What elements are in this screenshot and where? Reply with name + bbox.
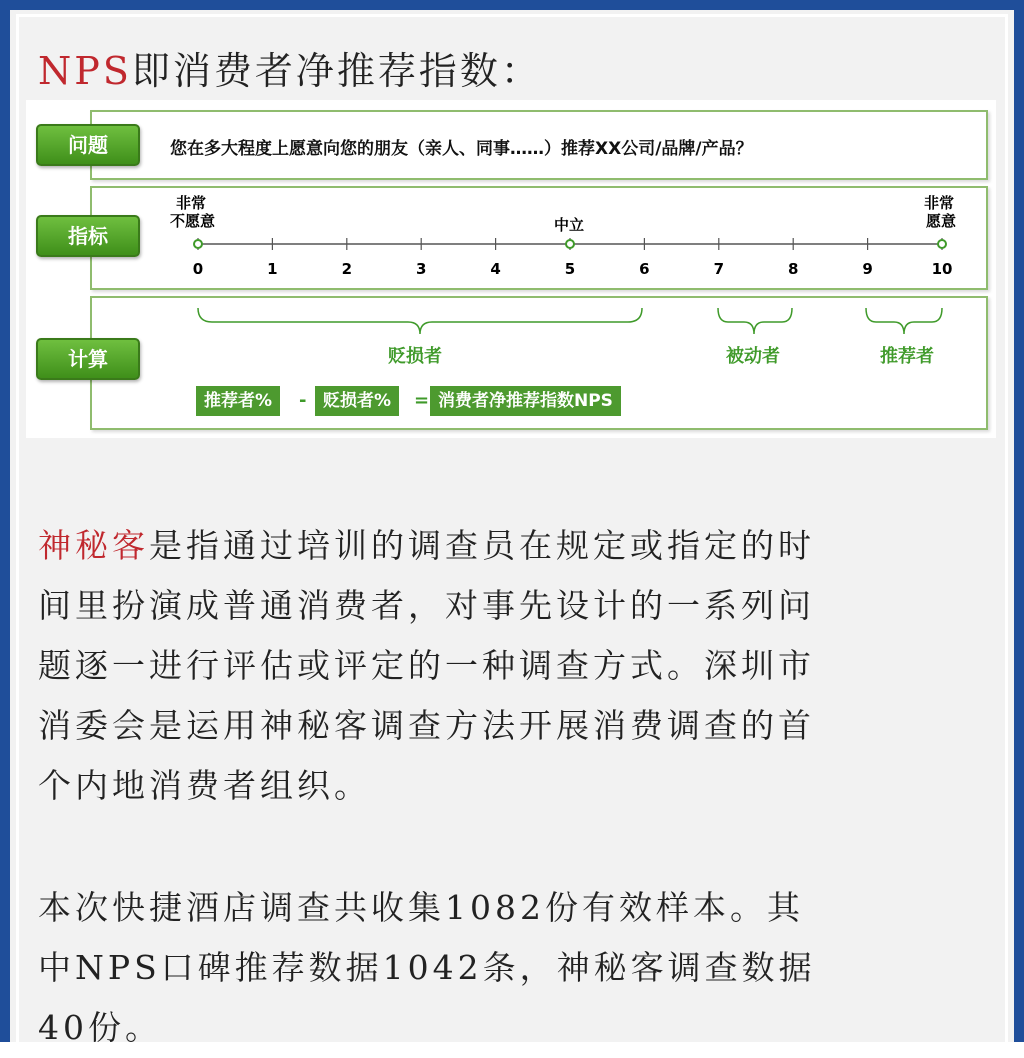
- scale-tick-labels: [193, 260, 953, 278]
- para2-line-2: 中NPS口碑推荐数据1042条，神秘客调查数据: [38, 948, 816, 987]
- scale-tick-label-2: 2: [341, 260, 353, 278]
- para1-line1-text: 是指通过培训的调查员在规定或指定的时: [149, 526, 815, 565]
- para1-line-5: 个内地消费者组织。: [38, 766, 371, 805]
- scale-tick-label-10: 10: [931, 260, 953, 278]
- scale-tick-label-7: 7: [713, 260, 725, 278]
- question-text: 您在多大程度上愿意向您的朋友（亲人、同事……）推荐XX公司/品牌/产品？: [170, 139, 753, 159]
- scale-marker-min: [194, 240, 202, 248]
- question-box: [90, 110, 988, 180]
- scale-tick-label-0: 0: [192, 260, 204, 278]
- scale-tick-label-4: 4: [490, 260, 501, 278]
- para2-line-3: 40份。: [38, 1008, 162, 1047]
- nps-diagram: [26, 100, 996, 438]
- label-question: 问题: [36, 124, 140, 166]
- title-text: 即消费者净推荐指数：: [131, 49, 542, 93]
- scale-right-label-1: 非常: [924, 194, 955, 212]
- scale-marker-max: [938, 240, 946, 248]
- para1-accent: 神秘客: [38, 526, 149, 565]
- formula-minus: -: [299, 390, 307, 411]
- brace-detractors: [198, 308, 642, 334]
- para1-line-4: 消委会是运用神秘客调查方法开展消费调查的首: [38, 706, 815, 745]
- para1-line-2: 间里扮演成普通消费者，对事先设计的一系列问: [38, 586, 815, 625]
- scale-box: [90, 186, 988, 290]
- scale-left-label-1: 非常: [176, 194, 207, 212]
- group-promoters: 推荐者: [880, 346, 934, 367]
- scale-svg: [92, 188, 986, 288]
- scale-middle-label: 中立: [554, 216, 585, 234]
- mystery-shopper-paragraph: [38, 516, 968, 816]
- scale-right-label-2: 愿意: [926, 212, 957, 230]
- formula-equals: =: [414, 390, 430, 411]
- formula-promoters: 推荐者%: [196, 386, 280, 416]
- scale-tick-label-5: 5: [564, 260, 576, 278]
- calculation-box: [90, 296, 988, 430]
- brace-svg: [92, 298, 986, 388]
- page-title: [38, 40, 542, 95]
- scale-tick-label-9: 9: [862, 260, 873, 278]
- survey-summary-paragraph: [38, 878, 968, 1058]
- scale-tick-label-6: 6: [639, 260, 650, 278]
- brace-promoters: [866, 308, 942, 334]
- formula-detractors: 贬损者%: [315, 386, 399, 416]
- para1-line-1: [38, 516, 968, 576]
- scale-left-label-2: 不愿意: [170, 212, 216, 230]
- scale-tick-label-1: 1: [267, 260, 278, 278]
- scale-tick-label-3: 3: [415, 260, 427, 278]
- group-passives: 被动者: [726, 346, 780, 367]
- para2-line-1: 本次快捷酒店调查共收集1082份有效样本。其: [38, 888, 804, 927]
- scale-marker-neutral: [566, 240, 574, 248]
- label-indicator: 指标: [36, 215, 140, 257]
- title-accent: NPS: [38, 49, 132, 93]
- label-calculation: 计算: [36, 338, 140, 380]
- formula-result: 消费者净推荐指数NPS: [430, 386, 621, 416]
- scale-tick-label-8: 8: [787, 260, 799, 278]
- para1-line-3: 题逐一进行评估或评定的一种调查方式。深圳市: [38, 646, 815, 685]
- group-detractors: 贬损者: [388, 346, 442, 367]
- brace-passives: [718, 308, 792, 334]
